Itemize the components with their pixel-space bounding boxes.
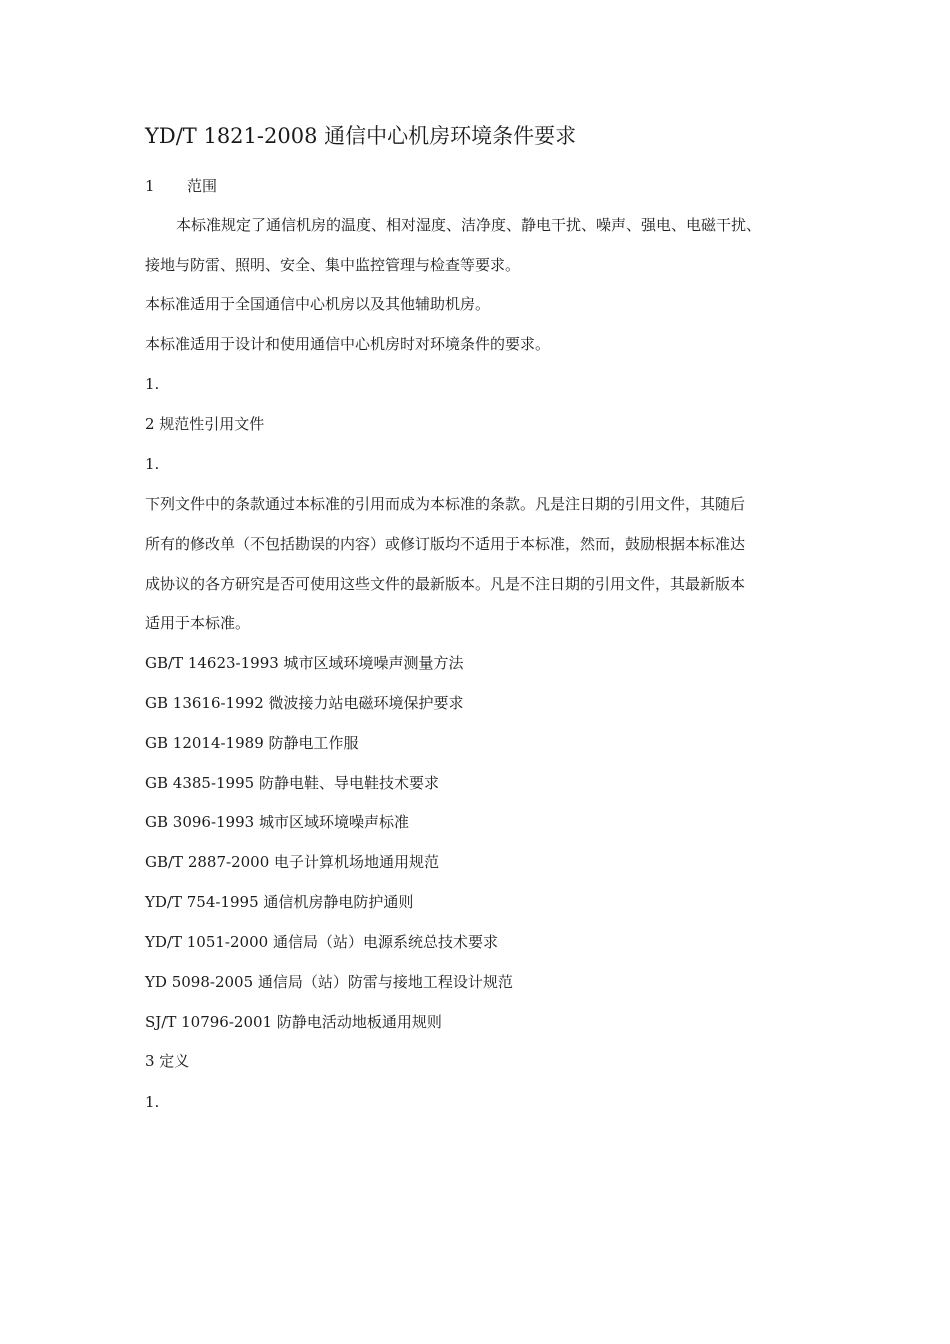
references-intro-line-1: 下列文件中的条款通过本标准的引用而成为本标准的条款。凡是注日期的引用文件，其随后 <box>145 495 746 513</box>
section-1-subnumber: 1. <box>145 375 160 393</box>
reference-item: GB/T 14623-1993 城市区域环境噪声测量方法 <box>145 654 464 672</box>
references-intro-line-3: 成协议的各方研究是否可使用这些文件的最新版本。凡是不注日期的引用文件，其最新版本 <box>145 575 746 593</box>
section-2-subnumber: 1. <box>145 455 160 473</box>
reference-item: GB/T 2887-2000 电子计算机场地通用规范 <box>145 853 440 871</box>
section-1-heading <box>145 175 217 197</box>
reference-item: GB 12014-1989 防静电工作服 <box>145 734 359 752</box>
scope-paragraph-2: 本标准适用于全国通信中心机房以及其他辅助机房。 <box>145 295 491 313</box>
scope-paragraph-3: 本标准适用于设计和使用通信中心机房时对环境条件的要求。 <box>145 335 551 353</box>
reference-item: GB 4385-1995 防静电鞋、导电鞋技术要求 <box>145 774 439 792</box>
scope-paragraph-line-2: 接地与防雷、照明、安全、集中监控管理与检查等要求。 <box>145 256 521 274</box>
reference-item: GB 3096-1993 城市区域环境噪声标准 <box>145 813 409 831</box>
section-3-subnumber: 1. <box>145 1093 160 1111</box>
section-1-title: 范围 <box>187 177 218 195</box>
section-3-heading: 3 定义 <box>145 1052 190 1070</box>
reference-item: YD/T 754-1995 通信机房静电防护通则 <box>145 893 414 911</box>
references-intro-line-2: 所有的修改单（不包括勘误的内容）或修订版均不适用于本标准，然而，鼓励根据本标准达 <box>145 535 746 553</box>
section-2-heading: 2 规范性引用文件 <box>145 415 265 433</box>
reference-item: YD 5098-2005 通信局（站）防雷与接地工程设计规范 <box>145 973 513 991</box>
reference-item: YD/T 1051-2000 通信局（站）电源系统总技术要求 <box>145 933 498 951</box>
section-1-number: 1 <box>145 177 155 195</box>
scope-paragraph-line-1: 本标准规定了通信机房的温度、相对湿度、洁净度、静电干扰、噪声、强电、电磁干扰、 <box>176 216 762 234</box>
references-intro-line-4: 适用于本标准。 <box>145 614 251 632</box>
document-title: YD/T 1821-2008 通信中心机房环境条件要求 <box>145 124 577 148</box>
reference-item: SJ/T 10796-2001 防静电活动地板通用规则 <box>145 1013 442 1031</box>
reference-item: GB 13616-1992 微波接力站电磁环境保护要求 <box>145 694 464 712</box>
